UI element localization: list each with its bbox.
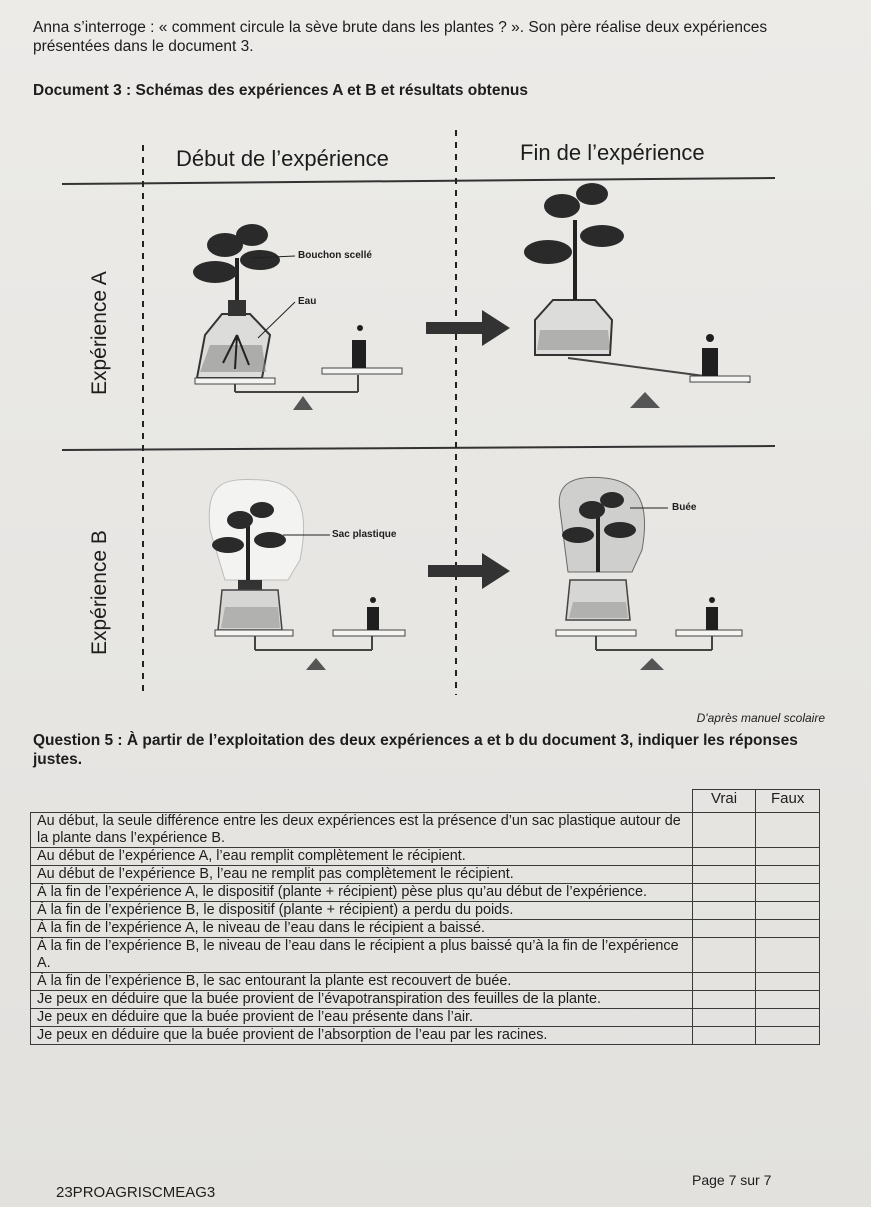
document-title: Document 3 : Schémas des expériences A et B et résultats obtenus: [33, 82, 529, 99]
row-label-experience-b: Expérience B: [88, 530, 111, 655]
faux-checkbox[interactable]: [756, 848, 820, 866]
vrai-checkbox[interactable]: [692, 866, 756, 884]
faux-checkbox[interactable]: [756, 991, 820, 1009]
statement: Au début, la seule différence entre les deux expériences est la présence d’un sac plastique autour de la plante dans l’expérience B.: [31, 813, 693, 848]
intro-text: Anna s’interroge : « comment circule la sève brute dans les plantes ? ». Son père réalise deux expériences présentées dans le document 3.: [33, 19, 768, 55]
statement: À la fin de l’expérience B, le dispositif (plante + récipient) a perdu du poids.: [31, 902, 693, 920]
top-rule: [62, 178, 775, 184]
column-header-end: Fin de l’expérience: [520, 140, 705, 165]
table-row: [31, 902, 820, 920]
column-header-start: Début de l’expérience: [176, 146, 389, 171]
faux-checkbox[interactable]: [756, 1027, 820, 1045]
true-false-table: [30, 789, 820, 1045]
exp-b-start-setup: [209, 480, 405, 670]
faux-checkbox[interactable]: [756, 973, 820, 991]
statement: Je peux en déduire que la buée provient de l’eau présente dans l’air.: [31, 1009, 693, 1027]
label-sac-plastique: Sac plastique: [332, 529, 397, 540]
faux-checkbox[interactable]: [756, 920, 820, 938]
question-5: Question 5 : À partir de l’exploitation des deux expériences a et b du document 3, indiquer les réponses justes.: [33, 732, 798, 768]
experiment-diagram: [0, 110, 871, 750]
vrai-checkbox[interactable]: [692, 938, 756, 973]
statement: À la fin de l’expérience A, le niveau de l’eau dans le récipient a baissé.: [31, 920, 693, 938]
exam-code: 23PROAGRISCMEAG3: [56, 1184, 216, 1201]
page-number: Page 7 sur 7: [692, 1172, 772, 1188]
statement: À la fin de l’expérience B, le niveau de l’eau dans le récipient a plus baissé qu’à la fin de l’expérience A.: [31, 938, 693, 973]
label-eau: Eau: [298, 296, 317, 307]
row-label-experience-a: Expérience A: [88, 271, 111, 395]
faux-checkbox[interactable]: [756, 884, 820, 902]
figure-credit: D'après manuel scolaire: [696, 711, 825, 725]
vrai-checkbox[interactable]: [692, 813, 756, 848]
experiment-figure: [0, 110, 871, 750]
statement: À la fin de l’expérience A, le dispositif (plante + récipient) pèse plus qu’au début de l’expérience.: [31, 884, 693, 902]
middle-rule: [62, 446, 775, 450]
table-row: [31, 1027, 820, 1045]
vrai-checkbox[interactable]: [692, 991, 756, 1009]
label-buee: Buée: [672, 502, 697, 513]
table-row: [31, 1009, 820, 1027]
table-row: [31, 813, 820, 848]
statement: Au début de l’expérience A, l’eau remplit complètement le récipient.: [31, 848, 693, 866]
exp-b-end-setup: [556, 477, 742, 670]
faux-checkbox[interactable]: [756, 813, 820, 848]
vrai-checkbox[interactable]: [692, 973, 756, 991]
arrow-a: [426, 310, 510, 346]
vrai-checkbox[interactable]: [692, 920, 756, 938]
vrai-checkbox[interactable]: [692, 1027, 756, 1045]
table-row: [31, 884, 820, 902]
statement: À la fin de l’expérience B, le sac entourant la plante est recouvert de buée.: [31, 973, 693, 991]
header-faux: Faux: [756, 790, 820, 813]
faux-checkbox[interactable]: [756, 1009, 820, 1027]
table-row: [31, 866, 820, 884]
exp-a-end-setup: [524, 183, 750, 408]
label-bouchon-scelle: Bouchon scellé: [298, 250, 372, 261]
statement: Au début de l’expérience B, l’eau ne remplit pas complètement le récipient.: [31, 866, 693, 884]
faux-checkbox[interactable]: [756, 938, 820, 973]
arrow-b: [428, 553, 510, 589]
faux-checkbox[interactable]: [756, 902, 820, 920]
header-vrai: Vrai: [692, 790, 756, 813]
vrai-checkbox[interactable]: [692, 884, 756, 902]
table-row: [31, 991, 820, 1009]
table-row: [31, 920, 820, 938]
vrai-checkbox[interactable]: [692, 902, 756, 920]
statement: Je peux en déduire que la buée provient de l’évapotranspiration des feuilles de la plante.: [31, 991, 693, 1009]
table-row: [31, 973, 820, 991]
vrai-checkbox[interactable]: [692, 848, 756, 866]
table-row: [31, 848, 820, 866]
table-row: [31, 938, 820, 973]
vrai-checkbox[interactable]: [692, 1009, 756, 1027]
statement: Je peux en déduire que la buée provient de l’absorption de l’eau par les racines.: [31, 1027, 693, 1045]
faux-checkbox[interactable]: [756, 866, 820, 884]
